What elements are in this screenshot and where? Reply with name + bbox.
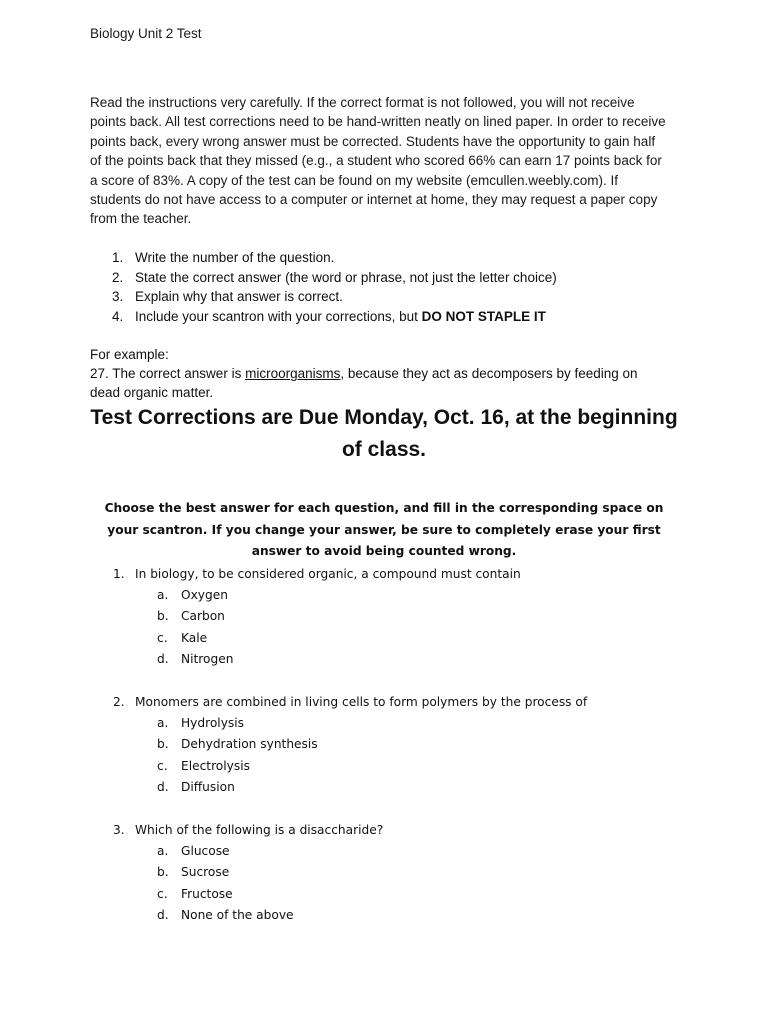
correction-step (90, 248, 670, 268)
instructions-paragraph: Read the instructions very carefully. If the correct format is not followed, you will not receive points back. All test corrections need to be hand-written neatly on lined paper. In order to receive points back, every wrong answer must be corrected. Students have the opportunity to gain half of the points back that they missed (e.g., a student who scored 66% can earn 17 points back for a score of 83%. A copy of the test can be found on my website (emcullen.weebly.com). If students do not have access to a computer or internet at home, they may request a paper copy from the teacher. (90, 95, 666, 227)
answer-option (90, 712, 690, 733)
example-label: For example: (90, 347, 169, 362)
option-text: Kale (181, 630, 208, 645)
answer-option (90, 777, 690, 798)
answer-option (90, 584, 690, 605)
question-stem (90, 691, 690, 712)
answer-option (90, 755, 690, 776)
option-letter: c. (157, 886, 168, 901)
option-text: Oxygen (181, 588, 228, 603)
option-letter: b. (157, 609, 169, 624)
answer-option (90, 840, 690, 861)
example-underlined-answer: microorganisms (245, 366, 341, 382)
example-text: 27. The correct answer is microorganisms, because they act as decomposers by feeding on dead organic matter. (90, 366, 638, 401)
question-item (90, 563, 690, 670)
option-text: Dehydration synthesis (181, 737, 318, 752)
option-letter: d. (157, 780, 169, 795)
question-number: 2. (113, 694, 125, 709)
question-item (90, 819, 690, 926)
step-number: 4. (112, 308, 124, 324)
option-letter: a. (157, 716, 169, 731)
correction-step (90, 307, 670, 327)
example-block (90, 345, 670, 403)
option-text: Carbon (181, 609, 225, 624)
question-text: Which of the following is a disaccharide? (135, 822, 384, 837)
answer-option (90, 627, 690, 648)
option-text: Diffusion (181, 780, 235, 795)
step-text: Explain why that answer is correct. (135, 289, 343, 305)
question-text: In biology, to be considered organic, a compound must contain (135, 566, 521, 581)
answer-option (90, 606, 690, 627)
question-number: 1. (113, 566, 125, 581)
option-text: Hydrolysis (181, 716, 244, 731)
option-text: None of the above (181, 908, 294, 923)
option-text: Electrolysis (181, 758, 250, 773)
step-text: State the correct answer (the word or phrase, not just the letter choice) (135, 269, 557, 285)
step-number: 2. (112, 269, 124, 285)
option-letter: d. (157, 908, 169, 923)
answer-option (90, 904, 690, 925)
answer-option (90, 862, 690, 883)
option-letter: a. (157, 843, 169, 858)
option-letter: c. (157, 630, 168, 645)
answer-instructions: Choose the best answer for each question, and fill in the corresponding space on your scantron. If you change your answer, be sure to completely erase your first answer to avoid being counted wrong. (104, 501, 664, 559)
option-letter: a. (157, 588, 169, 603)
answer-option (90, 734, 690, 755)
step-text: Write the number of the question. (135, 250, 335, 265)
option-text: Sucrose (181, 865, 230, 880)
question-stem (90, 563, 690, 584)
option-letter: c. (157, 758, 168, 773)
option-text: Glucose (181, 843, 230, 858)
do-not-staple-warning: DO NOT STAPLE IT (421, 308, 546, 324)
answer-option (90, 883, 690, 904)
question-number: 3. (113, 822, 125, 837)
due-date-heading: Test Corrections are Due Monday, Oct. 16, at the beginning of class. (90, 406, 678, 461)
question-text: Monomers are combined in living cells to form polymers by the process of (135, 694, 588, 709)
step-number: 1. (112, 250, 124, 265)
option-letter: b. (157, 737, 169, 752)
correction-steps-list (90, 248, 670, 326)
step-number: 3. (112, 289, 124, 305)
question-item (90, 691, 690, 798)
question-stem (90, 819, 690, 840)
answer-option (90, 649, 690, 670)
correction-step (90, 268, 670, 288)
document-header: Biology Unit 2 Test (90, 26, 202, 41)
option-letter: d. (157, 652, 169, 667)
option-text: Nitrogen (181, 652, 234, 667)
option-letter: b. (157, 865, 169, 880)
questions-list (90, 563, 690, 947)
step-text: Include your scantron with your corrections, but DO NOT STAPLE IT (135, 308, 546, 324)
correction-step (90, 287, 670, 307)
option-text: Fructose (181, 886, 233, 901)
